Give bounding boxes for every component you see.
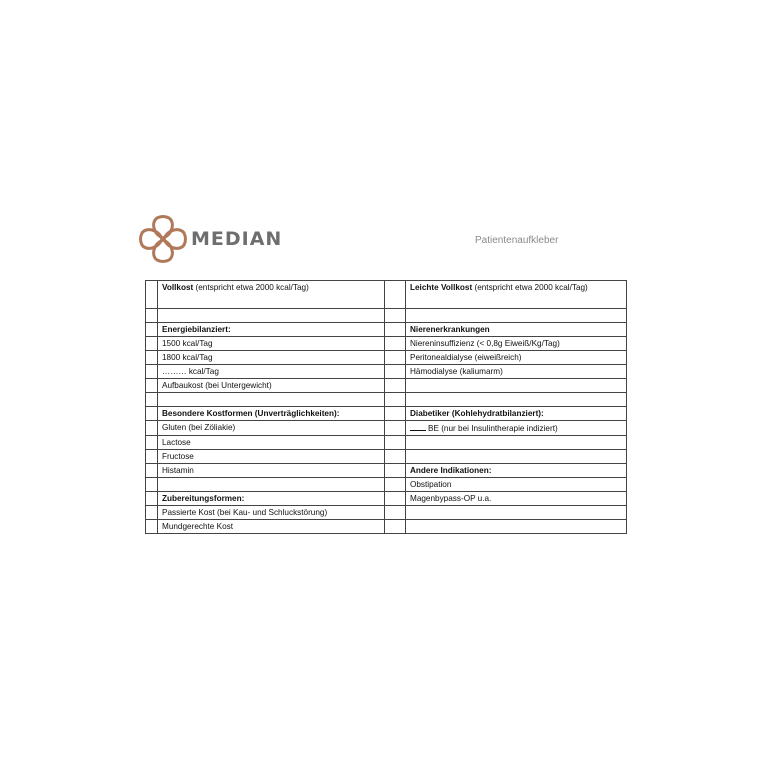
left-checkbox-cell[interactable]	[146, 436, 158, 450]
option-label: Passierte Kost (bei Kau- und Schluckstörung)	[162, 508, 328, 517]
table-row	[146, 478, 627, 492]
right-checkbox-cell[interactable]	[385, 351, 406, 365]
left-label-cell	[158, 309, 385, 323]
right-checkbox-cell[interactable]	[385, 464, 406, 478]
left-checkbox-cell[interactable]	[146, 492, 158, 506]
right-label-cell	[406, 351, 627, 365]
median-logo	[138, 214, 282, 264]
right-checkbox-cell[interactable]	[385, 365, 406, 379]
patient-sticker-label: Patientenaufkleber	[475, 235, 559, 246]
left-checkbox-cell[interactable]	[146, 379, 158, 393]
right-checkbox-cell[interactable]	[385, 520, 406, 534]
table-row	[146, 323, 627, 337]
left-label-cell	[158, 464, 385, 478]
right-checkbox-cell[interactable]	[385, 492, 406, 506]
document-header	[138, 214, 628, 264]
option-label: Peritonealdialyse (eiweißreich)	[410, 353, 522, 362]
right-label-cell	[406, 450, 627, 464]
right-checkbox-cell[interactable]	[385, 281, 406, 309]
right-checkbox-cell[interactable]	[385, 407, 406, 421]
left-label-cell	[158, 365, 385, 379]
right-checkbox-cell	[385, 393, 406, 407]
table-row	[146, 492, 627, 506]
table-row	[146, 337, 627, 351]
left-checkbox-cell[interactable]	[146, 450, 158, 464]
right-label-cell	[406, 309, 627, 323]
right-label-cell	[406, 478, 627, 492]
left-checkbox-cell[interactable]	[146, 365, 158, 379]
option-label: Lactose	[162, 438, 191, 447]
section-heading: Energiebilanziert:	[162, 325, 231, 334]
option-label: ……… kcal/Tag	[162, 367, 219, 376]
right-label-cell	[406, 281, 627, 309]
left-checkbox-cell[interactable]	[146, 464, 158, 478]
table-row	[146, 436, 627, 450]
left-label-cell	[158, 436, 385, 450]
option-label: 1500 kcal/Tag	[162, 339, 213, 348]
left-checkbox-cell[interactable]	[146, 281, 158, 309]
table-row	[146, 464, 627, 478]
table-row	[146, 379, 627, 393]
option-label: Hämodialyse (kaliumarm)	[410, 367, 503, 376]
left-label-cell	[158, 421, 385, 436]
section-heading: Leichte Vollkost	[410, 283, 473, 292]
right-label-cell	[406, 407, 627, 421]
right-label-cell	[406, 323, 627, 337]
left-label-cell	[158, 379, 385, 393]
option-label: (entspricht etwa 2000 kcal/Tag)	[193, 283, 309, 292]
left-checkbox-cell[interactable]	[146, 351, 158, 365]
left-label-cell	[158, 323, 385, 337]
right-label-cell	[406, 337, 627, 351]
table-row	[146, 281, 627, 309]
section-heading: Zubereitungsformen:	[162, 494, 245, 503]
diet-order-table	[145, 280, 627, 534]
option-label: Gluten (bei Zöliakie)	[162, 423, 236, 432]
option-label: Fructose	[162, 452, 194, 461]
section-heading: Nierenerkrankungen	[410, 325, 490, 334]
right-checkbox-cell[interactable]	[385, 379, 406, 393]
left-checkbox-cell	[146, 309, 158, 323]
right-checkbox-cell[interactable]	[385, 478, 406, 492]
right-checkbox-cell[interactable]	[385, 506, 406, 520]
left-checkbox-cell[interactable]	[146, 506, 158, 520]
right-checkbox-cell[interactable]	[385, 337, 406, 351]
option-label: Magenbypass-OP u.a.	[410, 494, 492, 503]
table-row	[146, 309, 627, 323]
right-label-cell	[406, 464, 627, 478]
left-checkbox-cell[interactable]	[146, 520, 158, 534]
right-checkbox-cell[interactable]	[385, 323, 406, 337]
right-checkbox-cell	[385, 309, 406, 323]
right-checkbox-cell[interactable]	[385, 450, 406, 464]
left-label-cell	[158, 520, 385, 534]
table-row	[146, 393, 627, 407]
section-heading: Vollkost	[162, 283, 194, 292]
section-heading: Diabetiker (Kohlehydratbilanziert):	[410, 409, 544, 418]
left-label-cell	[158, 407, 385, 421]
right-label-cell	[406, 379, 627, 393]
table-row	[146, 506, 627, 520]
section-heading: Andere Indikationen:	[410, 466, 492, 475]
option-label: BE (nur bei Insulintherapie indiziert)	[428, 424, 558, 433]
left-label-cell	[158, 450, 385, 464]
table-row	[146, 421, 627, 436]
option-label: 1800 kcal/Tag	[162, 353, 213, 362]
table-row	[146, 351, 627, 365]
option-label: Niereninsuffizienz (< 0,8g Eiweiß/Kg/Tag)	[410, 339, 560, 348]
left-label-cell	[158, 393, 385, 407]
left-checkbox-cell	[146, 393, 158, 407]
left-label-cell	[158, 351, 385, 365]
left-label-cell	[158, 281, 385, 309]
right-checkbox-cell[interactable]	[385, 436, 406, 450]
right-label-cell	[406, 393, 627, 407]
left-checkbox-cell[interactable]	[146, 323, 158, 337]
right-label-cell	[406, 365, 627, 379]
table-row	[146, 407, 627, 421]
left-label-cell	[158, 492, 385, 506]
table-row	[146, 450, 627, 464]
table-row	[146, 520, 627, 534]
section-heading: Besondere Kostformen (Unverträglichkeiten):	[162, 409, 340, 418]
brand-name: MEDIAN	[191, 228, 283, 250]
left-checkbox-cell[interactable]	[146, 478, 158, 492]
right-label-cell	[406, 436, 627, 450]
table-row	[146, 365, 627, 379]
left-label-cell	[158, 506, 385, 520]
left-label-cell	[158, 337, 385, 351]
right-checkbox-cell[interactable]	[385, 421, 406, 436]
right-label-cell	[406, 421, 627, 436]
left-checkbox-cell[interactable]	[146, 337, 158, 351]
option-label: Aufbaukost (bei Untergewicht)	[162, 381, 272, 390]
median-logo-icon	[138, 214, 188, 264]
option-label: Histamin	[162, 466, 194, 475]
left-checkbox-cell[interactable]	[146, 407, 158, 421]
option-label: (entspricht etwa 2000 kcal/Tag)	[472, 283, 588, 292]
be-fill-in-blank[interactable]	[410, 422, 426, 431]
left-label-cell	[158, 478, 385, 492]
right-label-cell	[406, 492, 627, 506]
right-label-cell	[406, 520, 627, 534]
option-label: Mundgerechte Kost	[162, 522, 234, 531]
right-label-cell	[406, 506, 627, 520]
left-checkbox-cell[interactable]	[146, 421, 158, 436]
option-label: Obstipation	[410, 480, 452, 489]
